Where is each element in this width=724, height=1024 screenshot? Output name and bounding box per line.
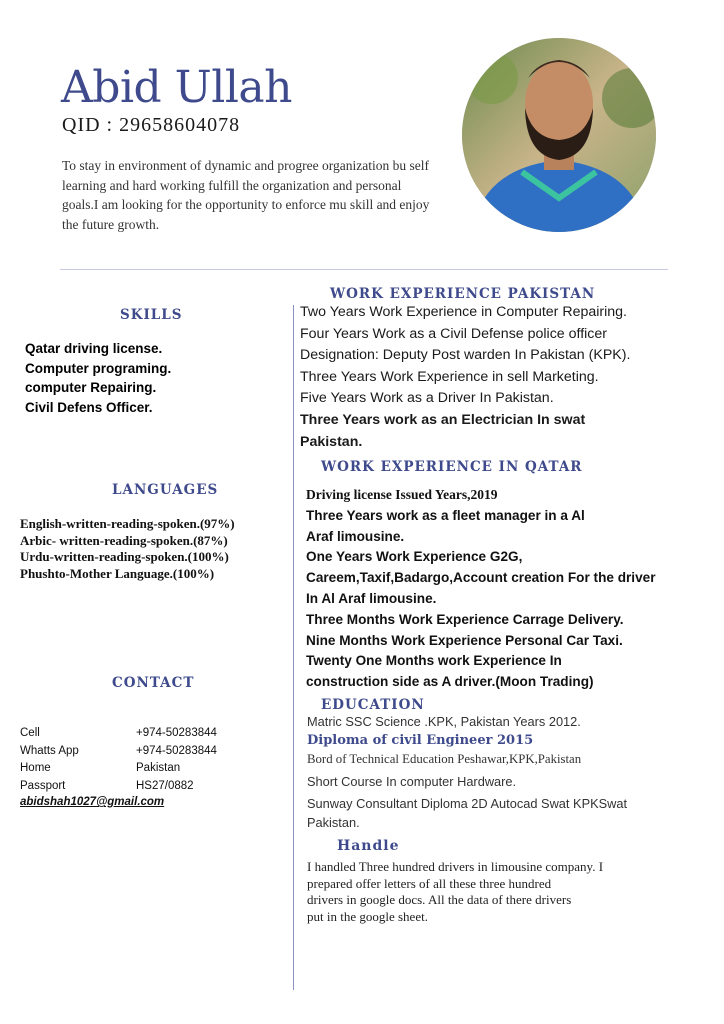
diploma-title: Diploma of civil Engineer 2015 <box>307 733 534 748</box>
list-item: Phushto-Mother Language.(100%) <box>20 565 215 581</box>
list-item: Sunway Consultant Diploma 2D Autocad Swat KPKSwat <box>307 796 628 811</box>
list-item: Matric SSC Science .KPK, Pakistan Years 2012. <box>307 714 581 729</box>
contact-details <box>20 725 217 808</box>
contact-value: +974-50283844 <box>136 727 217 739</box>
work-pakistan-heading: WORK EXPERIENCE PAKISTAN <box>330 286 596 302</box>
contact-label: Passport <box>20 779 66 792</box>
list-item: Four Years Work as a Civil Defense police officer <box>300 325 608 342</box>
email-link[interactable]: abidshah1027@gmail.com <box>20 796 165 808</box>
list-item: computer Repairing. <box>25 380 157 396</box>
list-item: In Al Araf limousine. <box>306 590 437 606</box>
contact-row-cell <box>20 725 217 743</box>
list-item: Three Years Work Experience in sell Marketing. <box>300 368 599 385</box>
work-qatar-list <box>306 485 724 693</box>
education-list <box>307 712 717 832</box>
education-heading: EDUCATION <box>321 697 425 713</box>
list-item: Three Months Work Experience Carrage Delivery. <box>306 611 624 627</box>
license-line: Driving license Issued Years,2019 <box>306 487 498 502</box>
list-item: Designation: Deputy Post warden In Pakistan (KPK). <box>300 347 631 364</box>
languages-list <box>20 516 235 582</box>
list-item: Bord of Technical Education Peshawar,KPK,Pakistan <box>307 752 582 766</box>
list-item: Careem,Taxif,Badargo,Account creation For the driver <box>306 570 656 586</box>
work-qatar-heading: WORK EXPERIENCE IN QATAR <box>321 459 583 475</box>
header-divider <box>60 269 668 270</box>
handle-description <box>307 859 687 925</box>
languages-heading: LANGUAGES <box>112 482 219 498</box>
contact-label: Cell <box>20 727 40 739</box>
list-item: prepared offer letters of all these three hundred <box>307 875 552 891</box>
qid-number: QID : 29658604078 <box>62 114 241 136</box>
contact-label: Whatts App <box>20 744 79 757</box>
contact-row-home <box>20 760 217 778</box>
contact-row-passport <box>20 778 217 796</box>
list-item: construction side as A driver.(Moon Trading) <box>306 674 594 690</box>
list-item: English-written-reading-spoken.(97%) <box>20 516 235 531</box>
list-item: Araf limousine. <box>306 528 405 544</box>
list-item: Short Course In computer Hardware. <box>307 774 517 789</box>
list-item: Three Years work as a fleet manager in a Al <box>306 507 585 523</box>
candidate-name: Abid Ullah <box>61 62 292 113</box>
list-item: Two Years Work Experience in Computer Repairing. <box>300 304 627 320</box>
contact-heading: CONTACT <box>112 675 195 691</box>
list-item: Qatar driving license. <box>25 341 163 356</box>
list-item: Five Years Work as a Driver In Pakistan. <box>300 390 554 407</box>
contact-value: Pakistan <box>136 762 181 774</box>
list-item: One Years Work Experience G2G, <box>306 549 523 565</box>
column-divider <box>293 305 294 990</box>
list-item: Arbic- written-reading-spoken.(87%) <box>20 532 228 548</box>
skills-list <box>25 339 171 418</box>
list-item: Computer programing. <box>25 360 172 376</box>
list-item: Pakistan. <box>307 815 360 830</box>
contact-value: +974-50283844 <box>136 744 217 757</box>
list-item: drivers in google docs. All the data of there drivers <box>307 892 572 907</box>
contact-row-whatsapp <box>20 743 217 761</box>
list-item: Nine Months Work Experience Personal Car Taxi. <box>306 632 623 648</box>
profile-photo <box>462 38 656 232</box>
handle-heading: Handle <box>337 838 400 854</box>
list-item: I handled Three hundred drivers in limousine company. I <box>307 859 604 874</box>
list-item: Three Years work as an Electrician In swat <box>300 411 586 428</box>
list-item: Twenty One Months work Experience In <box>306 653 562 669</box>
work-pakistan-list <box>300 302 720 453</box>
list-item: Civil Defens Officer. <box>25 400 153 416</box>
skills-heading: SKILLS <box>120 307 183 323</box>
list-item: Urdu-written-reading-spoken.(100%) <box>20 549 229 564</box>
list-item: Pakistan. <box>300 433 363 450</box>
career-objective: To stay in environment of dynamic and progree organization bu self learning and hard working fulfill the organization and personal goals.I am looking for the opportunity to enforce mu skill and enjoy the future growth. <box>62 158 430 232</box>
list-item: put in the google sheet. <box>307 908 428 924</box>
contact-value: HS27/0882 <box>136 779 194 792</box>
contact-label: Home <box>20 762 51 774</box>
